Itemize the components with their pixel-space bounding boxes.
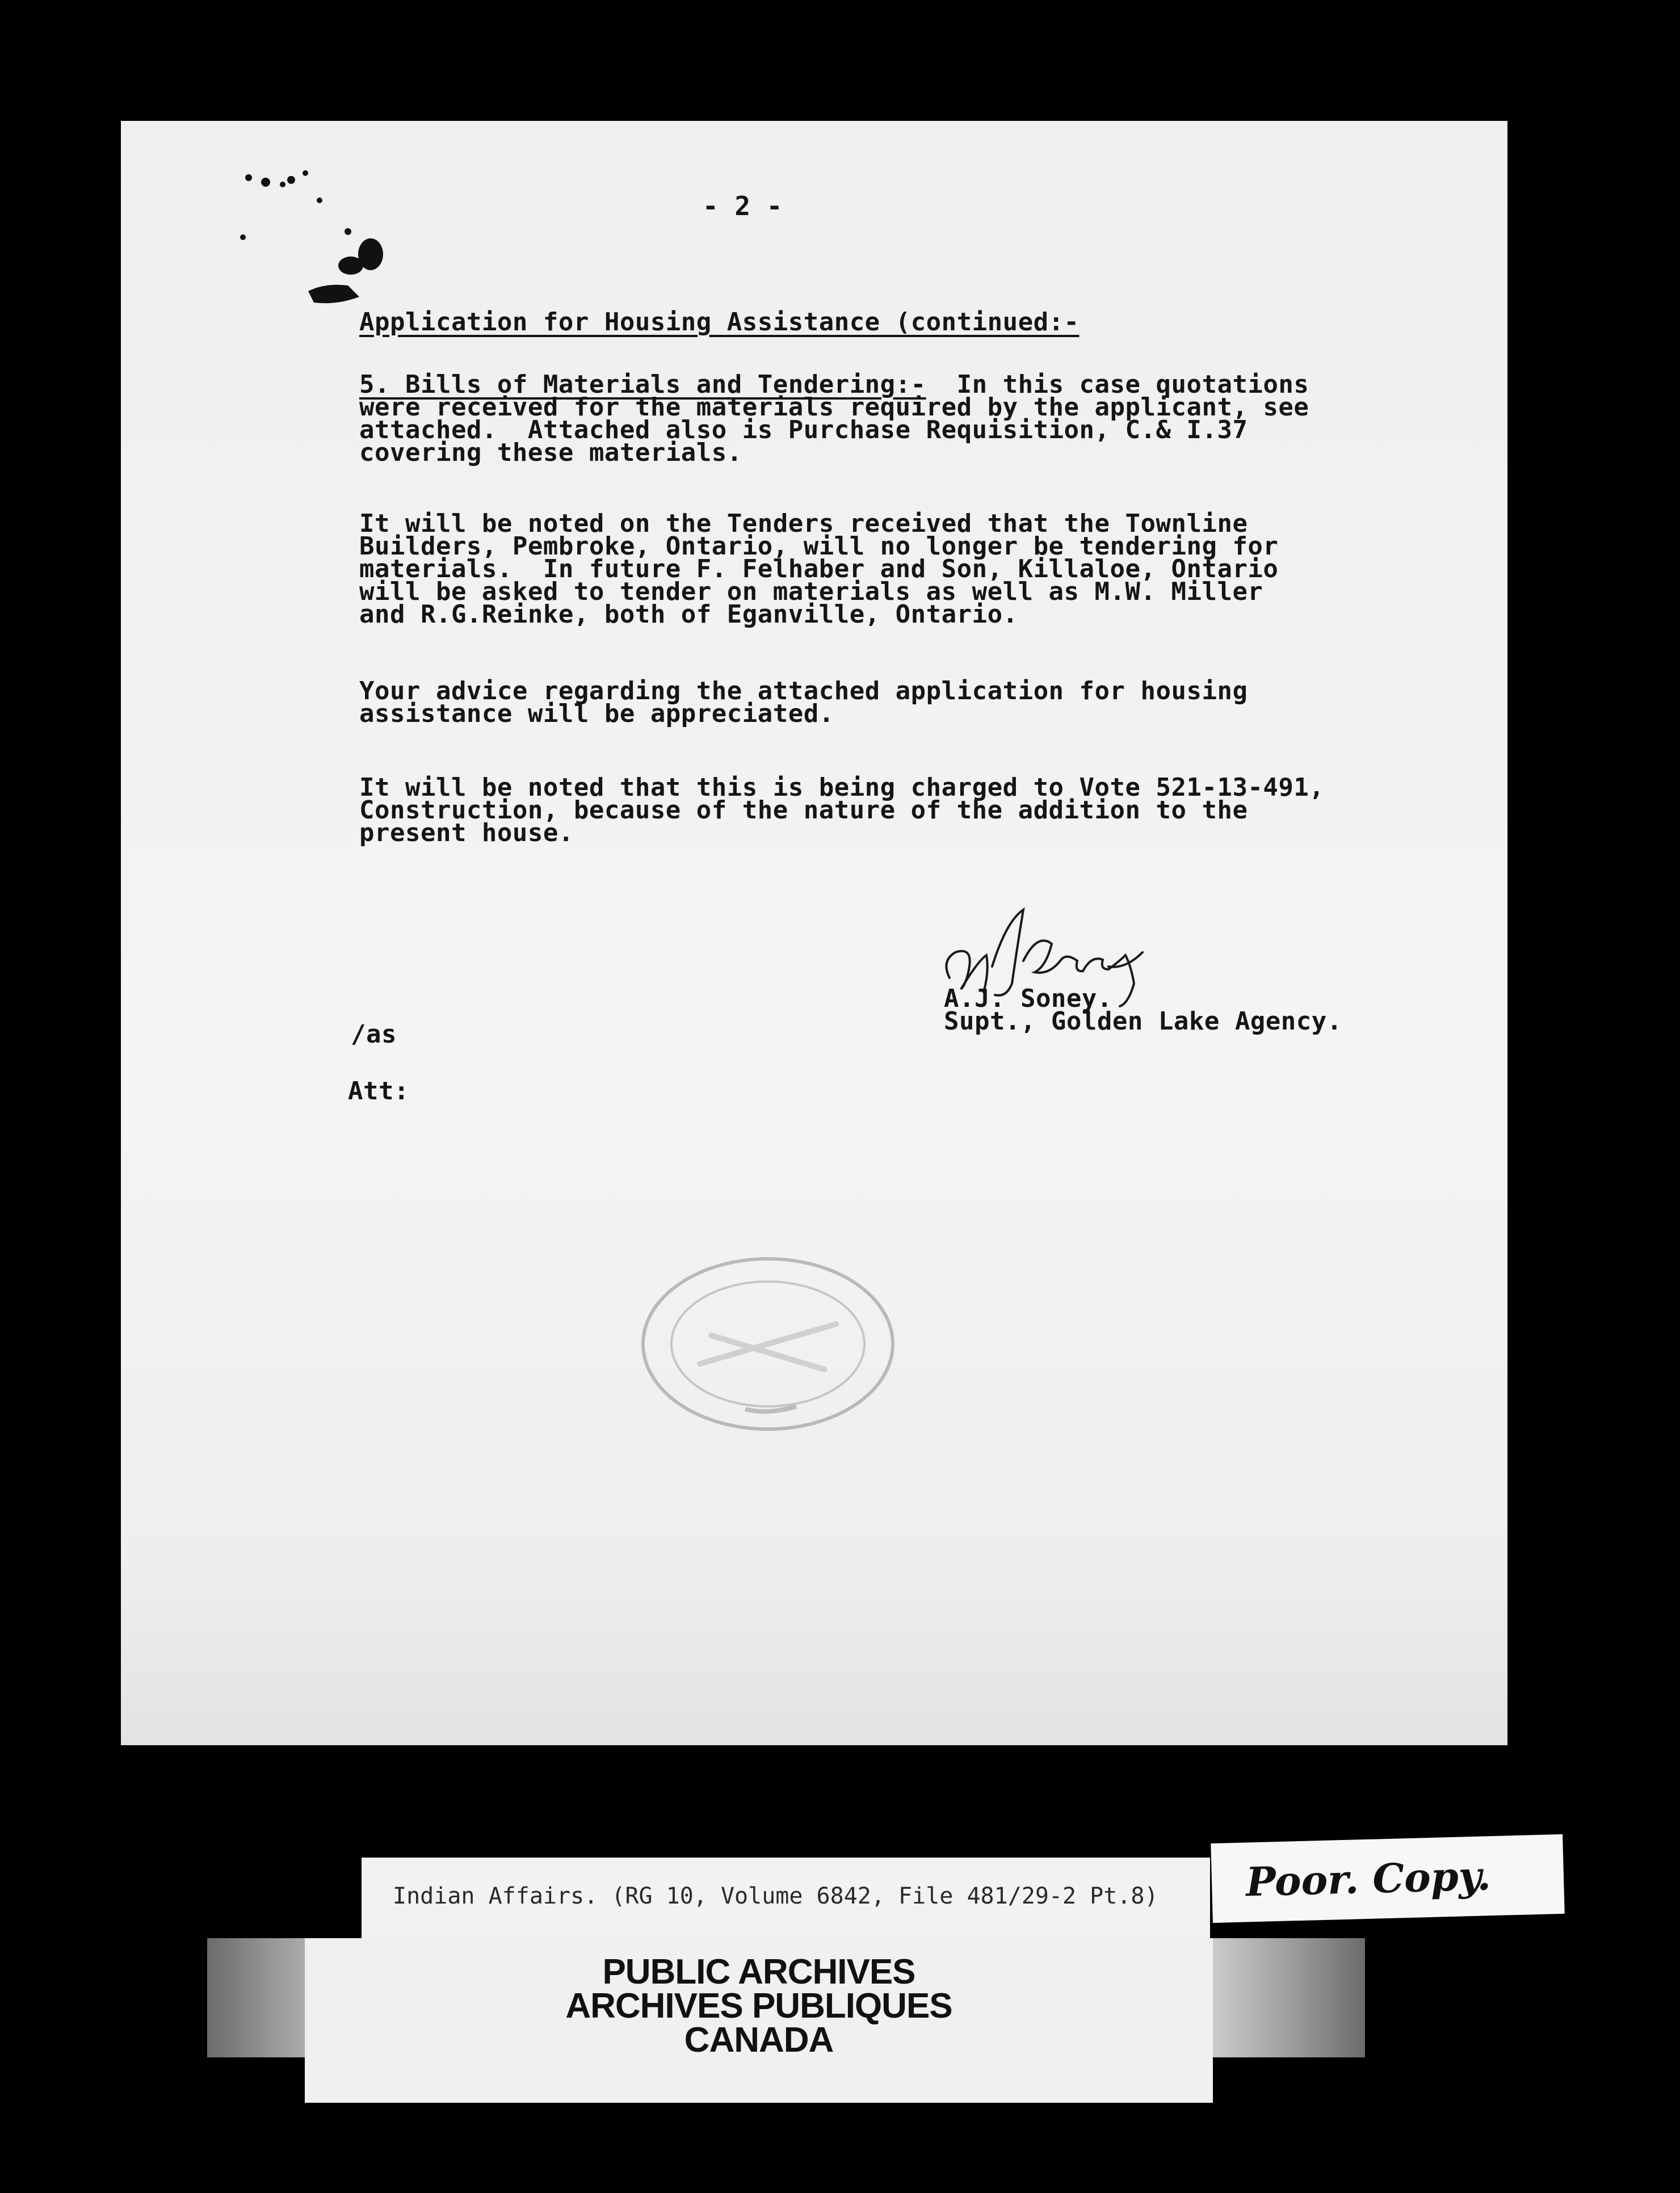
archive-stamp-line: CANADA [684, 2020, 834, 2060]
paragraph-tenders [359, 509, 1279, 629]
handwritten-note-tag [1211, 1834, 1564, 1923]
text-line: will be asked to tender on materials as well as M.W. Miller [359, 577, 1263, 606]
archive-stamp-line: ARCHIVES PUBLIQUES [565, 1986, 952, 2026]
paragraph-vote-charge [359, 773, 1325, 847]
archive-stamp [305, 1938, 1213, 2103]
text-line: Builders, Pembroke, Ontario, will no longer be tendering for [359, 532, 1279, 561]
section-heading: 5. Bills of Materials and Tendering:- [359, 370, 926, 399]
text-line: were received for the materials required by the applicant, see [359, 393, 1309, 422]
signatory-name: A.J. Soney. [944, 984, 1112, 1013]
text-line: covering these materials. [359, 438, 742, 467]
citation-text: Indian Affairs. (RG 10, Volume 6842, File 481/29-2 Pt.8) [393, 1883, 1158, 1909]
reference-initials: /as [351, 1020, 397, 1049]
text-line: Your advice regarding the attached application for housing [359, 677, 1248, 705]
page-number: - 2 - [703, 191, 783, 221]
paragraph-bills-of-materials [359, 370, 1309, 467]
handwritten-note-text: Poor. Copy. [1245, 1852, 1492, 1906]
text-line: assistance will be appreciated. [359, 699, 834, 728]
text-line: In this case quotations [926, 370, 1309, 399]
text-line: It will be noted that this is being charged to Vote 521-13-491, [359, 773, 1325, 802]
archive-citation-label [362, 1858, 1210, 1951]
document-heading: Application for Housing Assistance (continued:- [359, 308, 1080, 337]
page-shadow [121, 1554, 1507, 1745]
text-line: It will be noted on the Tenders received that the Townline [359, 509, 1248, 538]
text-line: attached. Attached also is Purchase Requisition, C.& I.37 [359, 415, 1248, 444]
archive-stamp-line: PUBLIC ARCHIVES [602, 1952, 915, 1992]
attachment-label: Att: [348, 1077, 409, 1106]
text-line: present house. [359, 818, 574, 847]
document-page [121, 121, 1507, 1745]
text-line: materials. In future F. Felhaber and Son, Killaloe, Ontario [359, 554, 1279, 583]
signatory-title: Supt., Golden Lake Agency. [944, 1007, 1342, 1036]
text-line: Construction, because of the nature of the addition to the [359, 796, 1248, 825]
paragraph-advice [359, 677, 1248, 728]
faint-received-stamp [632, 1250, 904, 1438]
text-line: and R.G.Reinke, both of Eganville, Ontario. [359, 600, 1018, 629]
